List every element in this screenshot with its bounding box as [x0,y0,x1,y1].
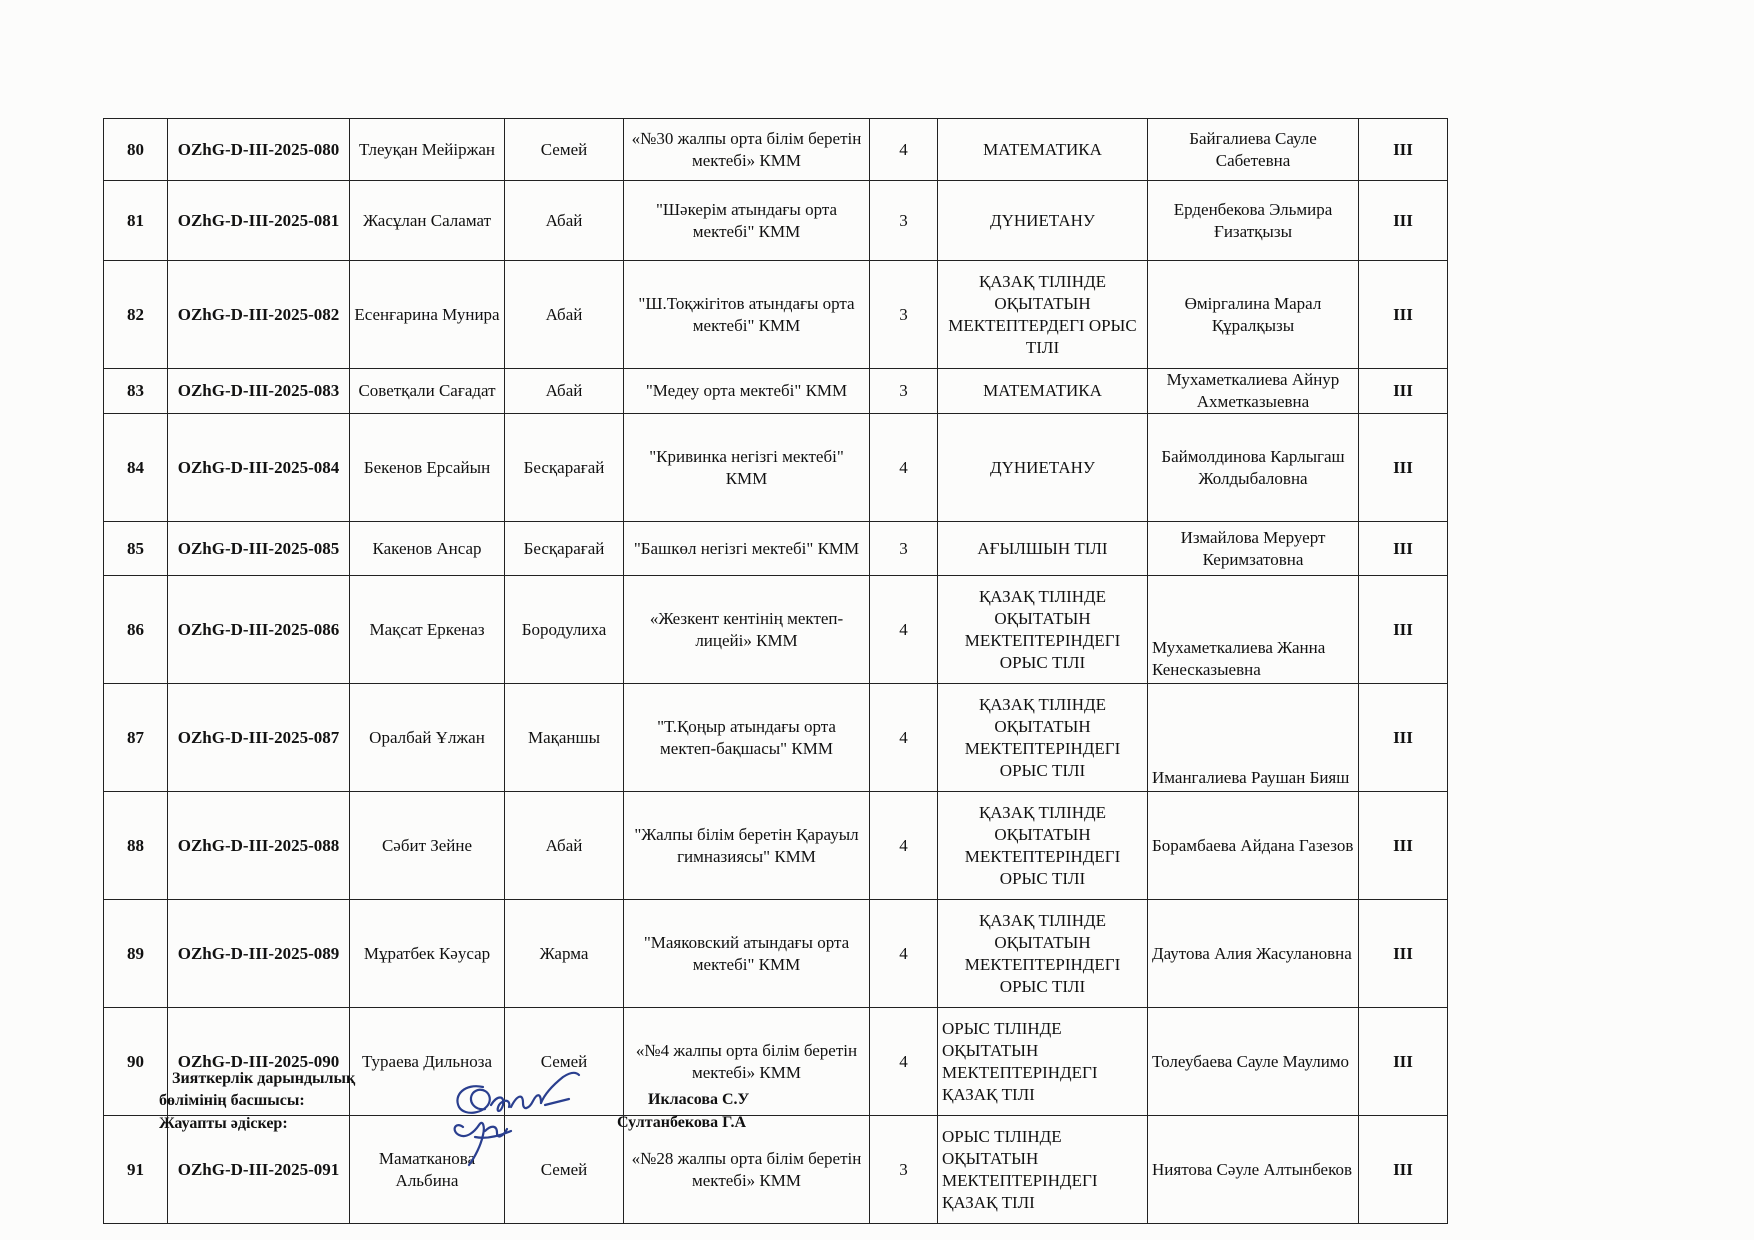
diploma-code-cell: OZhG-D-III-2025-081 [168,181,350,261]
school-cell: "Шәкерім атындағы орта мектебі" КММ [624,181,870,261]
district-cell: Абай [505,792,624,900]
school-cell: "Маяковский атындағы орта мектебі" КММ [624,900,870,1008]
footer-line-2: бөлімінің басшысы: [159,1092,305,1109]
student-name-cell: Мақсат Еркеназ [350,576,505,684]
school-cell: "Медеу орта мектебі" КММ [624,369,870,414]
degree-cell: III [1359,792,1448,900]
footer-line-1: Зияткерлік дарындылық [172,1070,356,1087]
diploma-code-cell: OZhG-D-III-2025-090 [168,1008,350,1116]
degree-cell: III [1359,522,1448,576]
head-name: Икласова С.У [648,1091,750,1108]
grade-cell: 3 [870,181,938,261]
subject-cell: ДҮНИЕТАНУ [938,181,1148,261]
school-cell: "Т.Қоңыр атындағы орта мектеп-бақшасы" КММ [624,684,870,792]
student-name-cell: Тураева Дильноза [350,1008,505,1116]
district-cell: Бородулиха [505,576,624,684]
degree-cell: III [1359,1116,1448,1224]
row-number-cell: 85 [104,522,168,576]
district-cell: Семей [505,119,624,181]
diploma-code-cell: OZhG-D-III-2025-091 [168,1116,350,1224]
diploma-code-cell: OZhG-D-III-2025-083 [168,369,350,414]
subject-cell: МАТЕМАТИКА [938,369,1148,414]
table-body [104,119,1448,1224]
school-cell: "Жалпы білім беретін Қарауыл гимназиясы" КММ [624,792,870,900]
grade-cell: 3 [870,261,938,369]
teacher-name-cell: Мухаметкалиева Жанна Кенесказыевна [1148,576,1359,684]
table-row [104,684,1448,792]
signature-image [445,1065,605,1180]
subject-cell: ҚАЗАҚ ТІЛІНДЕ ОҚЫТАТЫН МЕКТЕПТЕРДЕГІ ОРЫС ТІЛІ [938,261,1148,369]
teacher-name-cell: Ерденбекова Эльмира Ғизатқызы [1148,181,1359,261]
row-number-cell: 89 [104,900,168,1008]
student-name-cell: Тлеуқан Мейіржан [350,119,505,181]
student-name-cell: Мұратбек Кәусар [350,900,505,1008]
district-cell: Семей [505,1008,624,1116]
row-number-cell: 80 [104,119,168,181]
district-cell: Семей [505,1116,624,1224]
teacher-name-cell: Ниятова Сәуле Алтынбеков [1148,1116,1359,1224]
grade-cell: 4 [870,414,938,522]
teacher-name-cell: Даутова Алия Жасулановна [1148,900,1359,1008]
subject-cell: МАТЕМАТИКА [938,119,1148,181]
table-row [104,261,1448,369]
table-row [104,1008,1448,1116]
school-cell: "Ш.Тоқжігітов атындағы орта мектебі" КММ [624,261,870,369]
degree-cell: III [1359,119,1448,181]
row-number-cell: 83 [104,369,168,414]
table-row [104,900,1448,1008]
table-row [104,1116,1448,1224]
subject-cell: ОРЫС ТІЛІНДЕ ОҚЫТАТЫН МЕКТЕПТЕРІНДЕГІ ҚАЗАҚ ТІЛІ [938,1008,1148,1116]
school-cell: «№30 жалпы орта білім беретін мектебі» КММ [624,119,870,181]
diploma-code-cell: OZhG-D-III-2025-082 [168,261,350,369]
table-row [104,792,1448,900]
subject-cell: ҚАЗАҚ ТІЛІНДЕ ОҚЫТАТЫН МЕКТЕПТЕРІНДЕГІ ОРЫС ТІЛІ [938,792,1148,900]
teacher-name-cell: Байгалиева Сауле Сабетевна [1148,119,1359,181]
diploma-code-cell: OZhG-D-III-2025-088 [168,792,350,900]
teacher-name-cell: Имангалиева Раушан Бияш [1148,684,1359,792]
methodist-name: Султанбекова Г.А [617,1114,747,1131]
table-row [104,369,1448,414]
teacher-name-cell: Баймолдинова Карлыгаш Жолдыбаловна [1148,414,1359,522]
teacher-name-cell: Борамбаева Айдана Газезов [1148,792,1359,900]
degree-cell: III [1359,181,1448,261]
subject-cell: ҚАЗАҚ ТІЛІНДЕ ОҚЫТАТЫН МЕКТЕПТЕРІНДЕГІ ОРЫС ТІЛІ [938,576,1148,684]
row-number-cell: 88 [104,792,168,900]
student-name-cell: Сәбит Зейне [350,792,505,900]
row-number-cell: 90 [104,1008,168,1116]
row-number-cell: 91 [104,1116,168,1224]
student-name-cell: Есенғарина Мунира [350,261,505,369]
student-name-cell: Жасұлан Саламат [350,181,505,261]
student-name-cell: Советқали Сағадат [350,369,505,414]
grade-cell: 3 [870,369,938,414]
teacher-name-cell: Өміргалина Марал Құралқызы [1148,261,1359,369]
school-cell: «№28 жалпы орта білім беретін мектебі» КММ [624,1116,870,1224]
diploma-code-cell: OZhG-D-III-2025-089 [168,900,350,1008]
subject-cell: ДҮНИЕТАНУ [938,414,1148,522]
row-number-cell: 87 [104,684,168,792]
diploma-code-cell: OZhG-D-III-2025-086 [168,576,350,684]
degree-cell: III [1359,900,1448,1008]
school-cell: «Жезкент кентінің мектеп-лицейі» КММ [624,576,870,684]
district-cell: Абай [505,181,624,261]
subject-cell: АҒЫЛШЫН ТІЛІ [938,522,1148,576]
student-name-cell: Маматканова Альбина [350,1116,505,1224]
table-row [104,576,1448,684]
diploma-code-cell: OZhG-D-III-2025-080 [168,119,350,181]
district-cell: Мақаншы [505,684,624,792]
grade-cell: 4 [870,1008,938,1116]
results-table [103,118,1448,1224]
school-cell: «№4 жалпы орта білім беретін мектебі» КММ [624,1008,870,1116]
degree-cell: III [1359,261,1448,369]
grade-cell: 4 [870,576,938,684]
degree-cell: III [1359,1008,1448,1116]
degree-cell: III [1359,369,1448,414]
table-row [104,181,1448,261]
subject-cell: ҚАЗАҚ ТІЛІНДЕ ОҚЫТАТЫН МЕКТЕПТЕРІНДЕГІ ОРЫС ТІЛІ [938,900,1148,1008]
diploma-code-cell: OZhG-D-III-2025-084 [168,414,350,522]
row-number-cell: 81 [104,181,168,261]
degree-cell: III [1359,576,1448,684]
grade-cell: 4 [870,792,938,900]
diploma-code-cell: OZhG-D-III-2025-085 [168,522,350,576]
teacher-name-cell: Толеубаева Сауле Маулимо [1148,1008,1359,1116]
student-name-cell: Оралбай Ұлжан [350,684,505,792]
table-row [104,522,1448,576]
footer-line-3: Жауапты әдіскер: [159,1115,288,1132]
grade-cell: 4 [870,900,938,1008]
district-cell: Абай [505,261,624,369]
degree-cell: III [1359,684,1448,792]
student-name-cell: Бекенов Ерсайын [350,414,505,522]
table-row [104,119,1448,181]
district-cell: Бесқарағай [505,522,624,576]
subject-cell: ОРЫС ТІЛІНДЕ ОҚЫТАТЫН МЕКТЕПТЕРІНДЕГІ ҚАЗАҚ ТІЛІ [938,1116,1148,1224]
degree-cell: III [1359,414,1448,522]
school-cell: "Кривинка негізгі мектебі" КММ [624,414,870,522]
table-row [104,414,1448,522]
diploma-code-cell: OZhG-D-III-2025-087 [168,684,350,792]
grade-cell: 4 [870,119,938,181]
district-cell: Бесқарағай [505,414,624,522]
row-number-cell: 84 [104,414,168,522]
subject-cell: ҚАЗАҚ ТІЛІНДЕ ОҚЫТАТЫН МЕКТЕПТЕРІНДЕГІ ОРЫС ТІЛІ [938,684,1148,792]
row-number-cell: 82 [104,261,168,369]
row-number-cell: 86 [104,576,168,684]
grade-cell: 3 [870,522,938,576]
grade-cell: 3 [870,1116,938,1224]
grade-cell: 4 [870,684,938,792]
student-name-cell: Какенов Ансар [350,522,505,576]
district-cell: Абай [505,369,624,414]
teacher-name-cell: Мухаметкалиева Айнур Ахметказыевна [1148,369,1359,414]
teacher-name-cell: Измайлова Меруерт Керимзатовна [1148,522,1359,576]
district-cell: Жарма [505,900,624,1008]
school-cell: "Башкөл негізгі мектебі" КММ [624,522,870,576]
